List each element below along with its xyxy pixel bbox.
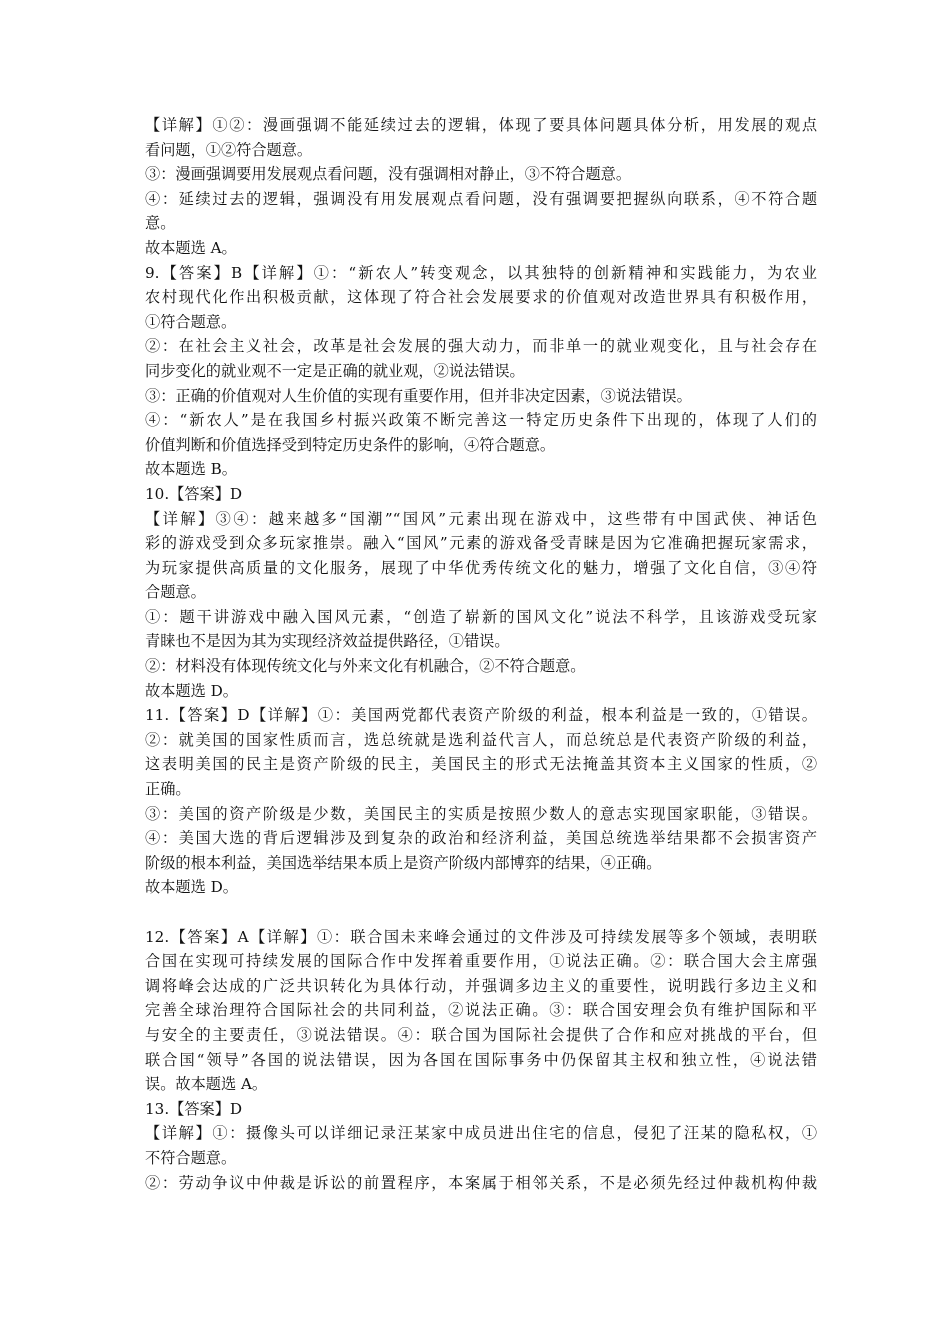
question-10-answer: 10.【答案】D [145, 484, 243, 503]
text-line: 彩的游戏受到众多玩家推崇。融入“国风”元素的游戏备受青睐是因为它准确把握玩家需求， [145, 534, 817, 553]
text-line: 故本题选 B。 [145, 460, 237, 479]
text-line: 与安全的主要责任，③说法错误。④：联合国为国际社会提供了合作和应对挑战的平台，但 [145, 1025, 817, 1044]
text-line: 误。故本题选 A。 [145, 1075, 268, 1094]
text-line: 故本题选 A。 [145, 238, 237, 257]
text-line: 阶级的根本利益，美国选举结果本质上是资产阶级内部博弈的结果，④正确。 [145, 853, 662, 872]
text-line: 故本题选 D。 [145, 681, 238, 700]
text-line: 【详解】③④：越来越多“国潮”“国风”元素出现在游戏中，这些带有中国武侠、神话色 [145, 509, 817, 528]
text-line: 为玩家提供高质量的文化服务，展现了中华优秀传统文化的魅力，增强了文化自信，③④符 [145, 558, 817, 577]
text-line: ①符合题意。 [145, 312, 237, 331]
text-line: ④：美国大选的背后逻辑涉及到复杂的政治和经济利益，美国总统选举结果都不会损害资产 [145, 829, 817, 848]
text-line: ②：就美国的国家性质而言，选总统就是选利益代言人，而总统总是代表资产阶级的利益， [145, 730, 817, 749]
text-line: ④：“新农人”是在我国乡村振兴政策不断完善这一特定历史条件下出现的，体现了人们的 [145, 411, 817, 430]
text-line: 农村现代化作出积极贡献，这体现了符合社会发展要求的价值观对改造世界具有积极作用， [145, 288, 817, 307]
text-line: 青睐也不是因为其为实现经济效益提供路径，①错误。 [145, 632, 510, 651]
text-line: 看问题，①②符合题意。 [145, 140, 313, 159]
text-line: ②：劳动争议中仲裁是诉讼的前置程序，本案属于相邻关系，不是必须先经过仲裁机构仲裁 [145, 1173, 817, 1192]
question-9-answer: 9.【答案】B【详解】①：“新农人”转变观念，以其独特的创新精神和实践能力，为农业 [145, 263, 817, 282]
text-line: 调将峰会达成的广泛共识转化为具体行动，并强调多边主义的重要性，说明践行多边主义和 [145, 976, 817, 995]
document-body [145, 113, 817, 1195]
text-line: 不符合题意。 [145, 1148, 237, 1167]
blank-line [145, 900, 817, 925]
text-line: ③：正确的价值观对人生价值的实现有重要作用，但并非决定因素，③说法错误。 [145, 386, 692, 405]
text-line: 故本题选 D。 [145, 878, 238, 897]
text-line: ②：材料没有体现传统文化与外来文化有机融合，②不符合题意。 [145, 657, 586, 676]
text-line: 价值判断和价值选择受到特定历史条件的影响，④符合题意。 [145, 435, 556, 454]
text-line: 【详解】①：摄像头可以详细记录汪某家中成员进出住宅的信息，侵犯了汪某的隐私权，① [145, 1124, 817, 1143]
text-line: 这表明美国的民主是资产阶级的民主，美国民主的形式无法掩盖其资本主义国家的性质，② [145, 755, 817, 774]
text-line: ④：延续过去的逻辑，强调没有用发展观点看问题，没有强调要把握纵向联系，④不符合题 [145, 189, 817, 208]
text-line: 联合国“领导”各国的说法错误，因为各国在国际事务中仍保留其主权和独立性，④说法错 [145, 1050, 817, 1069]
text-line: 合题意。 [145, 583, 206, 602]
text-line: 意。 [145, 214, 176, 233]
question-11-answer: 11.【答案】D【详解】①：美国两党都代表资产阶级的利益，根本利益是一致的，①错误。 [145, 706, 817, 725]
text-line: 正确。 [145, 780, 191, 799]
text-line: 完善全球治理符合国际社会的共同利益，②说法正确。③：联合国安理会负有维护国际和平 [145, 1001, 817, 1020]
text-line: ①：题干讲游戏中融入国风元素，“创造了崭新的国风文化”说法不科学，且该游戏受玩家 [145, 607, 817, 626]
text-line: 合国在实现可持续发展的国际合作中发挥着重要作用，①说法正确。②：联合国大会主席强 [145, 952, 817, 971]
text-line: 同步变化的就业观不一定是正确的就业观，②说法错误。 [145, 361, 525, 380]
text-line: ②：在社会主义社会，改革是社会发展的强大动力，而非单一的就业观变化，且与社会存在 [145, 337, 817, 356]
question-13-answer: 13.【答案】D [145, 1099, 243, 1118]
text-line: ③：美国的资产阶级是少数，美国民主的实质是按照少数人的意志实现国家职能，③错误。 [145, 804, 817, 823]
question-12-answer: 12.【答案】A【详解】①：联合国未来峰会通过的文件涉及可持续发展等多个领域，表明联 [145, 927, 817, 946]
text-line: 【详解】①②：漫画强调不能延续过去的逻辑，体现了要具体问题具体分析，用发展的观点 [145, 116, 817, 134]
text-line: ③：漫画强调要用发展观点看问题，没有强调相对静止，③不符合题意。 [145, 165, 631, 184]
